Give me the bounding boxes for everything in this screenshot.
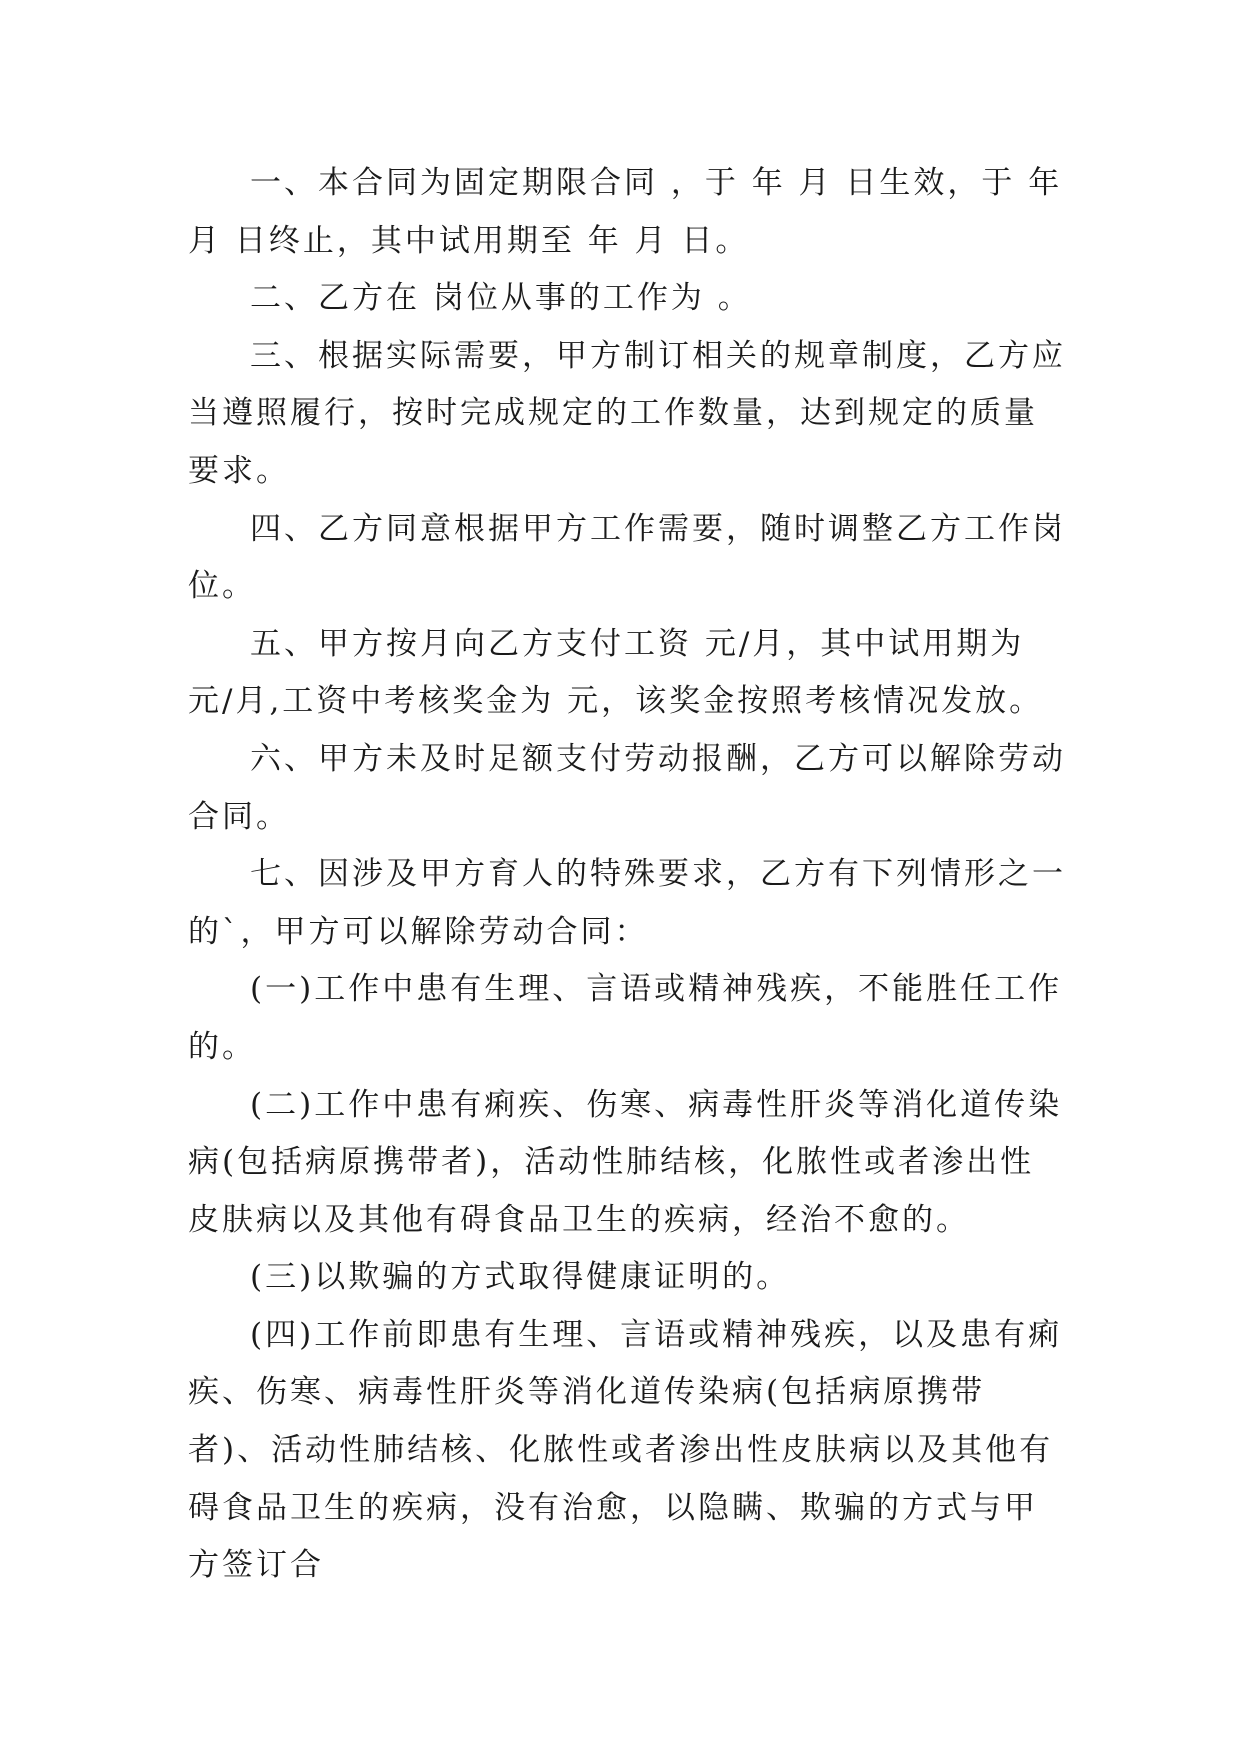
clause-salary: 五、甲方按月向乙方支付工资 元/月，其中试用期为 元/月,工资中考核奖金为 元，该奖金按照考核情况发放。 — [188, 625, 1044, 720]
clause-adjustment: 四、乙方同意根据甲方工作需要，随时调整乙方工作岗位。 — [188, 510, 1066, 605]
termination-item-4: (四)工作前即患有生理、言语或精神残疾，以及患有痢疾、伤寒、病毒性肝炎等消化道传染病(包括病原携带者)、活动性肺结核、化脓性或者渗出性皮肤病以及其他有碍食品卫生的疾病，没有治愈，以隐瞒、欺骗的方式与甲方签订合 — [188, 1316, 1063, 1584]
document-body — [188, 155, 1076, 1595]
clause-position: 二、乙方在 岗位从事的工作为 。 — [250, 280, 752, 317]
clause-termination: 七、因涉及甲方育人的特殊要求，乙方有下列情形之一的`，甲方可以解除劳动合同： — [188, 856, 1066, 950]
clause-rules: 三、根据实际需要，甲方制订相关的规章制度，乙方应当遵照履行，按时完成规定的工作数量，达到规定的质量要求。 — [188, 337, 1066, 489]
termination-item-1: (一)工作中患有生理、言语或精神残疾，不能胜任工作的。 — [188, 971, 1063, 1065]
termination-item-3: (三)以欺骗的方式取得健康证明的。 — [250, 1259, 791, 1296]
clause-payment-default: 六、甲方未及时足额支付劳动报酬，乙方可以解除劳动合同。 — [188, 740, 1066, 835]
termination-item-2: (二)工作中患有痢疾、伤寒、病毒性肝炎等消化道传染病(包括病原携带者)，活动性肺结核，化脓性或者渗出性皮肤病以及其他有碍食品卫生的疾病，经治不愈的。 — [188, 1086, 1063, 1238]
clause-term: 一、本合同为固定期限合同 ，于 年 月 日生效，于 年 月 日终止，其中试用期至 年 月 日。 — [188, 165, 1076, 259]
